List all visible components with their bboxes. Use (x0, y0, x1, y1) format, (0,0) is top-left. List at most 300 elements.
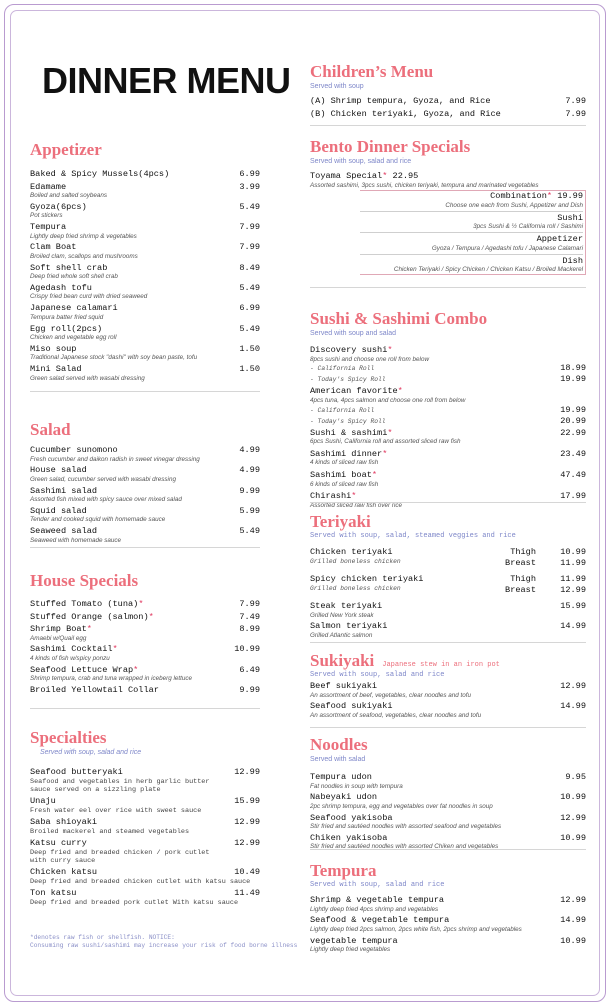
item-row (30, 838, 260, 849)
item-row (30, 599, 260, 610)
item-price: 12.99 (560, 681, 586, 691)
menu-item (30, 612, 260, 623)
item-name-text: Baked & Spicy Mussels(4pcs) (30, 169, 170, 179)
item-name: Chicken teriyaki (310, 547, 393, 557)
menu-item (30, 222, 260, 240)
menu-item (30, 182, 260, 200)
item-name (310, 792, 377, 803)
noodles-subtitle: Served with salad (310, 756, 366, 763)
childrens-section (310, 62, 586, 121)
item-row (310, 171, 586, 182)
menu-item (30, 644, 260, 662)
raw-marker: * (371, 470, 378, 481)
item-description: Shrimp tempura, crab and tuna wrapped in iceberg lettuce (30, 675, 193, 683)
item-name (310, 470, 377, 481)
item-price: 7.99 (239, 599, 260, 609)
raw-marker: * (397, 386, 403, 397)
combination-option (360, 211, 585, 232)
divider (30, 391, 260, 392)
item-price: 14.99 (560, 701, 586, 712)
item-name (30, 303, 118, 314)
menu-item (310, 470, 586, 488)
item-name-text: Seafood butteryaki (30, 767, 123, 777)
menu-item (30, 445, 260, 463)
item-description: Seaweed with homemade sauce (30, 536, 122, 544)
menu-item (310, 772, 586, 790)
option-label: Appetizer (536, 234, 583, 244)
salad-title: Salad (30, 420, 71, 439)
item-row (30, 303, 260, 314)
item-description: Crispy fried bean curd with dried seaweed (30, 293, 148, 301)
menu-item (310, 792, 586, 810)
childrens-subtitle: Served with soup (310, 83, 364, 90)
item-name-text: Ton katsu (30, 888, 77, 899)
item-price: 9.99 (239, 485, 260, 496)
menu-item (30, 665, 260, 683)
item-name (30, 644, 118, 655)
item-price: 10.49 (234, 867, 260, 878)
item-name-text: Seafood sukiyaki (310, 701, 393, 712)
menu-item (310, 491, 586, 509)
raw-marker: * (382, 171, 388, 181)
raw-marker: * (546, 191, 553, 201)
item-description: Green salad, cucumber served with wasabi dressing (30, 475, 176, 483)
item-price: 6.99 (239, 303, 260, 314)
option-label: Sushi (557, 212, 583, 223)
item-price: 5.49 (239, 282, 260, 293)
item-name (30, 169, 169, 180)
combination-options (360, 211, 585, 275)
item-price: 23.49 (560, 448, 586, 459)
item-name (310, 386, 403, 397)
specialties-subtitle: Served with soup, salad and rice (40, 749, 142, 756)
combination-label (360, 191, 583, 202)
roll-option (310, 374, 586, 385)
item-name-text: Sashimi salad (30, 485, 98, 496)
item-row (30, 344, 260, 355)
item-name-text: Egg roll(2pcs) (30, 323, 103, 334)
item-name (30, 767, 123, 778)
tempura-subtitle: Served with soup, salad and rice (310, 881, 445, 889)
item-description: Fresh cucumber and daikon radish in sweet vinegar dressing (30, 455, 200, 463)
item-name-text: Seafood & vegetable tempura (310, 915, 450, 926)
item-name (30, 486, 97, 497)
item-price: 15.99 (560, 601, 586, 611)
item-description: Deep fried and breaded pork cutlet With katsu sauce (30, 898, 239, 907)
item-description: 8pcs sushi and choose one roll from below (310, 355, 430, 363)
raw-marker: * (133, 664, 139, 675)
item-price: 5.49 (239, 323, 260, 334)
item-price: 9.99 (239, 684, 260, 695)
item-row (30, 644, 260, 655)
item-row (310, 470, 586, 481)
appetizer-title: Appetizer (30, 140, 102, 159)
item-name (30, 817, 97, 828)
item-row (30, 324, 260, 335)
item-price: 8.49 (239, 262, 260, 273)
specialties-title: Specialties (30, 728, 107, 747)
menu-item (30, 506, 260, 524)
item-description: Traditional Japanese stock "dashi" with soy bean paste, tofu (30, 354, 198, 362)
sushi-subtitle: Served with soup and salad (310, 330, 396, 337)
item-name-text: Edamame (30, 181, 67, 192)
item-price: 7.99 (239, 222, 260, 233)
item-name (310, 449, 387, 460)
item-price: 22.95 (392, 171, 419, 181)
item-row (310, 449, 586, 460)
item-description: Tempura batter fried squid (30, 313, 104, 321)
option-description: 3pcs Sushi & ½ California roll / Sashimi (473, 223, 583, 230)
noodles-list (310, 772, 586, 851)
item-name (30, 506, 87, 517)
noodles-section (310, 735, 586, 853)
item-name-text: Seafood yakisoba (310, 812, 393, 823)
sushi-section (310, 309, 586, 513)
item-row (310, 345, 586, 356)
notice-line: Consuming raw sushi/sashimi may increase your risk of food borne illness (30, 941, 298, 949)
raw-marker: * (112, 644, 118, 655)
item-name-text: Tempura udon (310, 772, 372, 782)
menu-item (30, 685, 260, 696)
item-description: Assorted sashimi, 3pcs sushi, chicken teriyaki, tempura and marinated vegetables (310, 181, 539, 189)
portion-label: Thigh (510, 547, 536, 557)
item-name (30, 838, 87, 849)
item-row (30, 685, 260, 696)
raw-marker: * (382, 448, 388, 459)
item-description: Boiled and salted soybeans (30, 192, 108, 199)
menu-item (30, 486, 260, 504)
divider (310, 125, 586, 126)
item-row (310, 772, 586, 783)
item-price: 8.99 (239, 624, 260, 634)
tempura-title: Tempura (310, 861, 377, 880)
item-row (30, 817, 260, 828)
item-price: 9.95 (565, 772, 586, 782)
item-price: 7.49 (239, 611, 260, 622)
item-row (30, 364, 260, 375)
combination-name: Combination (490, 191, 547, 201)
item-name-text: vegetable tempura (310, 935, 398, 946)
item-row (30, 283, 260, 294)
appetizer-list (30, 169, 260, 382)
item-name-text: Agedash tofu (30, 282, 92, 293)
item-row (310, 601, 586, 612)
item-name-text: Chiken yakisoba (310, 832, 388, 843)
item-name (30, 526, 97, 537)
item-name-text: Squid salad (30, 505, 87, 516)
item-description: Deep fried whole soft shell crab (30, 273, 118, 281)
item-row (30, 263, 260, 274)
item-price: 12.99 (560, 584, 586, 595)
item-name (310, 772, 372, 783)
roll-option (310, 416, 586, 427)
item-name-text: Shrimp & vegetable tempura (310, 895, 445, 905)
item-name-text: Toyama Special (310, 171, 383, 181)
item-description: Fresh water eel over rice with sweet sauce (30, 806, 202, 815)
menu-title: DINNER MENU (42, 60, 291, 101)
house-specials-section (30, 571, 260, 697)
item-row (30, 486, 260, 497)
item-name-text: American favorite (310, 386, 398, 397)
item-row (310, 681, 586, 692)
item-description: Lightly deep fried vegetables (310, 946, 391, 954)
item-price: 12.99 (560, 895, 586, 905)
item-description: sauce served on a sizzling plate (30, 785, 161, 794)
item-row (30, 465, 260, 476)
roll-option-label: - California Roll (310, 365, 375, 373)
sukiyaki-heading (310, 651, 586, 671)
item-description: with curry sauce (30, 857, 96, 866)
teriyaki-list (310, 547, 586, 640)
item-description: Grilled New York steak (310, 611, 374, 619)
item-price: 12.99 (560, 812, 586, 823)
item-name-text: Tempura (30, 222, 67, 233)
sushi-title: Sushi & Sashimi Combo (310, 309, 488, 328)
item-name-text: Gyoza(6pcs) (30, 201, 87, 212)
item-name (30, 324, 102, 335)
item-name-text: Katsu curry (30, 838, 87, 849)
portion-label: Breast (505, 584, 536, 595)
option-label: Dish (562, 255, 583, 266)
item-description: 2pc shrimp tempura, egg and vegetables over fat noodles in soup (310, 802, 493, 810)
option-description: Gyoza / Tempura / Agedashi tofu / Japanese Calamari (431, 244, 583, 252)
item-row (30, 445, 260, 456)
item-row (30, 182, 260, 193)
item-price: 10.99 (234, 644, 260, 655)
item-name (310, 813, 393, 824)
salad-section (30, 420, 260, 546)
item-row (310, 936, 586, 947)
item-name-text: Seafood Lettuce Wrap (30, 664, 134, 675)
menu-item (310, 915, 586, 933)
item-price: 7.99 (565, 108, 586, 119)
item-name-text: Chirashi (310, 491, 352, 502)
item-row (310, 895, 586, 906)
item-price: 4.99 (239, 445, 260, 455)
tempura-section (310, 861, 586, 956)
menu-item (30, 169, 260, 180)
item-description: 4 kinds of sliced raw fish (310, 459, 379, 467)
item-description: Assorted fish mixed with spicy sauce over mixed salad (30, 496, 182, 504)
item-price: 19.99 (560, 374, 586, 385)
item-name (310, 701, 393, 712)
menu-item (30, 263, 260, 281)
item-name (310, 895, 444, 906)
item-name-text: Stuffed Orange (salmon) (30, 611, 149, 622)
portion-label: Thigh (510, 574, 536, 584)
item-price: 6.99 (239, 169, 260, 179)
item-row (30, 526, 260, 537)
sukiyaki-tagline: Japanese stew in an iron pot (382, 661, 500, 669)
item-name: Spicy chicken teriyaki (310, 574, 424, 584)
item-name (310, 171, 418, 182)
item-description: 4pcs tuna, 4pcs salmon and choose one roll from below (310, 396, 466, 404)
item-description: Deep fried and breaded chicken / pork cutlet (30, 848, 210, 857)
menu-item (30, 867, 260, 886)
combination-description: Choose one each from Sushi, Appetizer and Dish (445, 201, 583, 209)
teriyaki-subtitle: Served with soup, salad, steamed veggies and rice (310, 532, 516, 540)
menu-item (30, 283, 260, 301)
item-price: 17.99 (560, 491, 586, 502)
item-row (310, 813, 586, 824)
item-name: (A) Shrimp tempura, Gyoza, and Rice (310, 96, 491, 106)
menu-item (30, 344, 260, 362)
item-description: Deep fried and breaded chicken cutlet with katsu sauce (30, 877, 251, 886)
item-name: Steak teriyaki (310, 601, 383, 611)
menu-item (310, 428, 586, 446)
appetizer-section (30, 140, 260, 384)
menu-item (30, 465, 260, 483)
teriyaki-section (310, 512, 586, 642)
item-price: 3.99 (239, 181, 260, 192)
item-description: Lightly deep fried 4pcs shrimp and vegetables (310, 905, 439, 913)
item-description: Seafood and vegetables in herb garlic butter (30, 777, 210, 786)
item-price: 5.49 (239, 201, 260, 212)
item-price: 1.50 (239, 364, 260, 375)
item-description: An assortment of beef, vegetables, clear noodles and tofu (310, 691, 472, 699)
item-name (310, 428, 393, 439)
item-row (30, 612, 260, 623)
sukiyaki-title: Sukiyaki (310, 651, 375, 670)
roll-option (310, 405, 586, 416)
menu-item (30, 202, 260, 220)
roll-option-label: - Today's Spicy Roll (310, 417, 386, 425)
item-name (30, 665, 138, 676)
item-row (30, 888, 260, 899)
item-name (30, 202, 87, 213)
item-name (30, 263, 107, 274)
item-description: 6pcs Sushi, California roll and assorted sliced raw fish (310, 438, 461, 446)
item-name-text: Sashimi Cocktail (30, 644, 113, 655)
item-price: 1.50 (239, 343, 260, 354)
divider (310, 287, 586, 288)
item-row (310, 491, 586, 502)
menu-item (30, 624, 260, 642)
menu-item (310, 386, 586, 426)
item-description: Pot stickers (30, 212, 63, 220)
option-divider (360, 232, 583, 233)
item-description: Fat noodles in soup with tempura (310, 782, 403, 790)
menu-item (310, 601, 586, 619)
salad-list (30, 445, 260, 544)
item-name (30, 867, 97, 878)
item-price: 5.49 (239, 526, 260, 537)
raw-marker: * (387, 345, 393, 355)
item-description: Tender and cooked squid with homemade sauce (30, 516, 166, 524)
item-name-text: Clam Boat (30, 242, 77, 253)
item-price: 5.99 (239, 505, 260, 516)
menu-item (310, 621, 586, 639)
raw-fish-notice (30, 934, 300, 949)
divider (310, 727, 586, 728)
item-name (30, 685, 159, 696)
item-name (30, 283, 92, 294)
menu-item (30, 364, 260, 382)
item-description: Lightly deep fried 2pcs salmon, 2pcs white fish, 2pcs shrimp and vegetables (310, 925, 522, 933)
item-row (310, 833, 586, 844)
item-price: 11.49 (234, 888, 260, 899)
item-row (310, 386, 586, 397)
item-row (30, 665, 260, 676)
item-price: 18.99 (560, 363, 586, 374)
menu-item (30, 888, 260, 907)
roll-option-label: - Today's Spicy Roll (310, 376, 386, 384)
item-name (310, 345, 393, 356)
item-description: 4 kinds of fish w/spicy ponzu (30, 654, 110, 662)
item-row (30, 796, 260, 807)
item-name-text: Soft shell crab (30, 262, 108, 273)
item-price: 10.99 (560, 792, 586, 803)
item-name (310, 936, 398, 947)
menu-item (310, 574, 586, 595)
divider (310, 502, 586, 503)
roll-option (310, 363, 586, 374)
item-row (310, 915, 586, 926)
item-name: Salmon teriyaki (310, 621, 388, 632)
house-specials-title: House Specials (30, 571, 139, 590)
house-specials-list (30, 599, 260, 695)
item-description: Broiled clam, scallops and mushrooms (30, 252, 138, 260)
sukiyaki-subtitle: Served with soup, salad and rice (310, 671, 445, 679)
item-name (30, 242, 76, 253)
item-name-text: Unaju (30, 796, 56, 807)
item-price: 15.99 (234, 796, 260, 807)
item-name (30, 888, 76, 899)
item-name (310, 915, 449, 926)
childrens-title: Children’s Menu (310, 62, 434, 81)
sushi-list (310, 345, 586, 510)
item-description: Grilled boneless chicken (310, 584, 401, 592)
menu-item (310, 895, 586, 913)
option-description: Chicken Teriyaki / Spicy Chicken / Chicken Katsu / Broiled Mackerel (393, 266, 583, 273)
item-name (30, 599, 143, 610)
item-row (310, 428, 586, 439)
item-name (30, 445, 118, 456)
item-description: Broiled mackerel and steamed vegetables (30, 827, 190, 836)
item-name-text: Miso soup (30, 343, 77, 354)
roll-option-label: - California Roll (310, 406, 375, 414)
item-name-text: Sushi & sashimi (310, 427, 388, 438)
item-name-text: Cucumber sunomono (30, 445, 118, 455)
menu-item (310, 345, 586, 385)
item-name (310, 833, 387, 844)
item-row (30, 506, 260, 517)
sukiyaki-list (310, 681, 586, 720)
item-description: Amaebi w/Quail egg (30, 634, 87, 642)
item-price: 22.99 (560, 427, 586, 438)
combination-price: 19.99 (557, 191, 583, 201)
item-name-text: Mini Salad (30, 364, 82, 375)
menu-item (310, 109, 586, 120)
item-description: Chicken and vegetable egg roll (30, 334, 117, 342)
item-name (30, 344, 76, 355)
item-row (310, 621, 586, 632)
divider (30, 708, 260, 709)
childrens-list (310, 96, 586, 119)
item-row (30, 202, 260, 213)
item-price: 10.99 (560, 935, 586, 946)
item-name (30, 624, 92, 635)
menu-item (30, 242, 260, 260)
item-name-text: Nabeyaki udon (310, 792, 378, 803)
item-name-text: House salad (30, 465, 87, 476)
menu-item (310, 96, 586, 107)
combination-option (360, 254, 585, 275)
combination-header (360, 191, 585, 210)
tempura-list (310, 895, 586, 954)
item-price: 12.99 (234, 838, 260, 849)
item-row (30, 222, 260, 233)
